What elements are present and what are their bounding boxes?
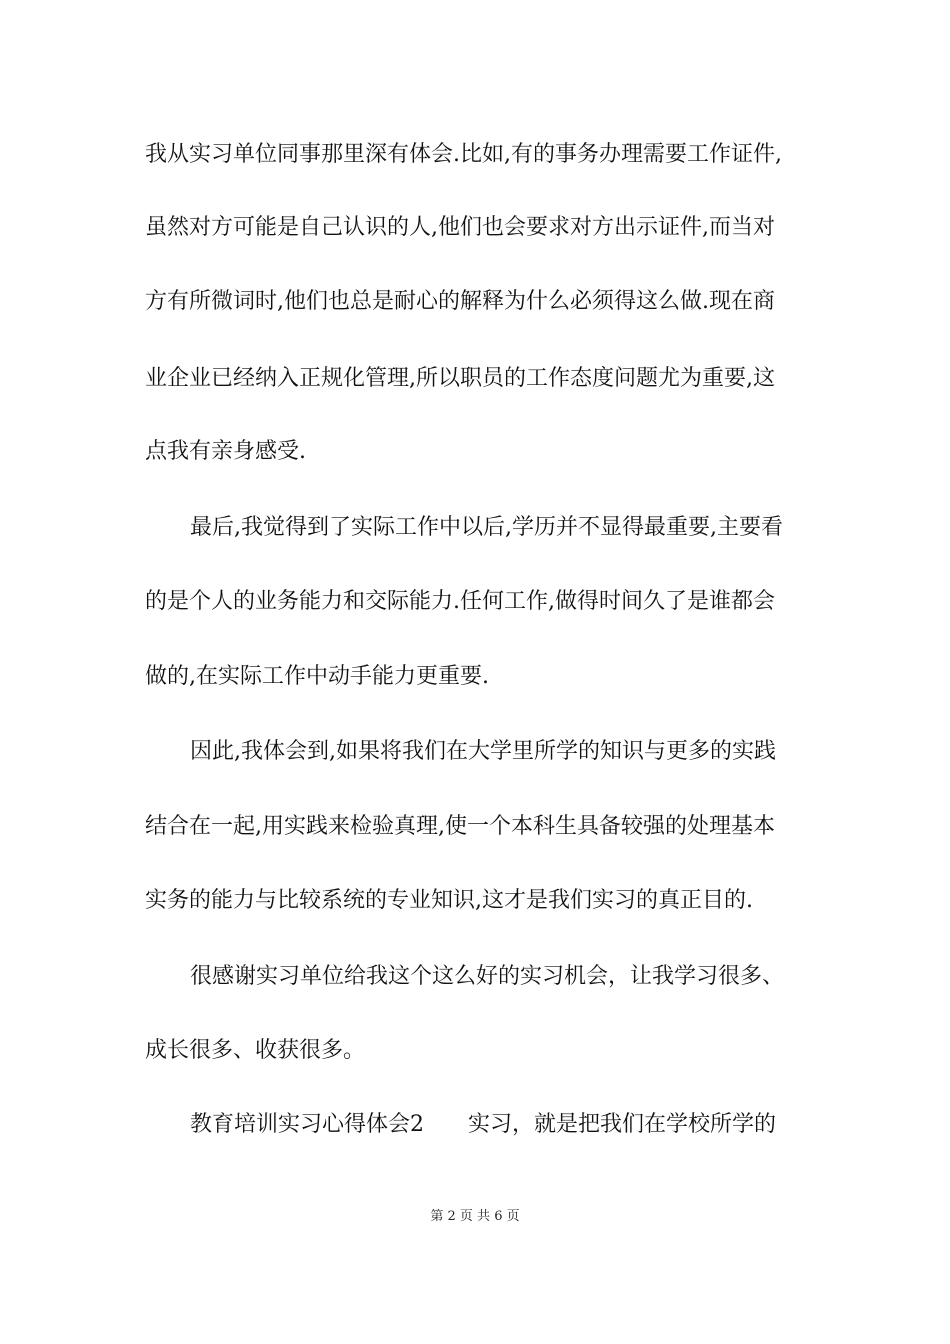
text-line: 的是个人的业务能力和交际能力.任何工作,做得时间久了是谁都会 <box>145 589 775 614</box>
page-number-footer: 第 2 页 共 6 页 <box>430 1209 520 1224</box>
text-line: 结合在一起,用实践来检验真理,使一个本科生具备较强的处理基本 <box>145 814 775 839</box>
paragraph-start-line: 最后,我觉得到了实际工作中以后,学历并不显得最重要,主要看 <box>190 515 783 540</box>
paragraph-start-line: 很感谢实习单位给我这个这么好的实习机会，让我学习很多、 <box>190 964 785 989</box>
text-line: 虽然对方可能是自己认识的人,他们也会要求对方出示证件,而当对 <box>145 215 775 240</box>
text-line: 方有所微词时,他们也总是耐心的解释为什么必须得这么做.现在商 <box>145 289 775 314</box>
text-line: 成长很多、收获很多。 <box>145 1038 366 1063</box>
text-line: 点我有亲身感受. <box>145 439 306 464</box>
text-line: 实务的能力与比较系统的专业知识,这才是我们实习的真正目的. <box>145 888 753 913</box>
text-line: 做的,在实际工作中动手能力更重要. <box>145 664 489 689</box>
paragraph-start-line: 因此,我体会到,如果将我们在大学里所学的知识与更多的实践 <box>190 739 776 764</box>
text-line: 业企业已经纳入正规化管理,所以职员的工作态度问题尤为重要,这 <box>145 366 775 391</box>
paragraph-start-line: 教育培训实习心得体会2 实习，就是把我们在学校所学的 <box>190 1112 776 1137</box>
text-line: 我从实习单位同事那里深有体会.比如,有的事务办理需要工作证件, <box>145 142 782 167</box>
